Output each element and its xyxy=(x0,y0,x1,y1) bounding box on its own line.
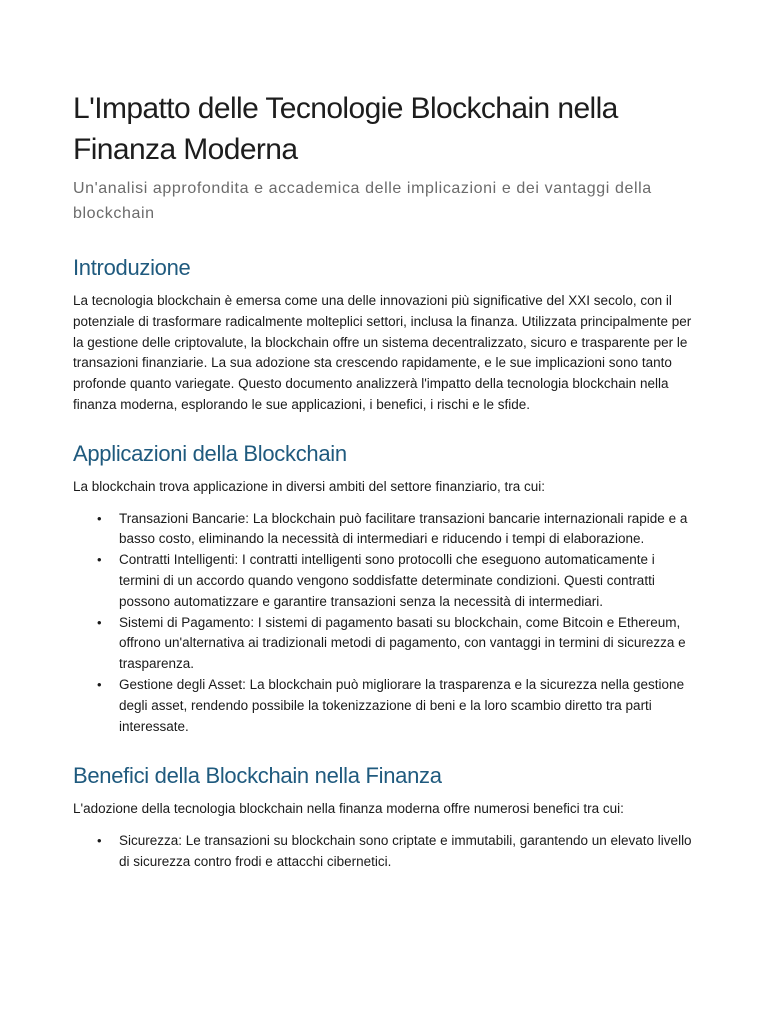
list-item xyxy=(97,509,693,551)
list-item-text: Gestione degli Asset: La blockchain può migliorare la trasparenza e la sicurezza nella gestione degli asset, rendendo possibile la tokenizzazione di beni e la loro scambio diretto tra parti interessate. xyxy=(119,676,685,734)
section-applicazioni xyxy=(73,439,693,738)
list-item-text: Transazioni Bancarie: La blockchain può facilitare transazioni bancarie internazionali rapide e a basso costo, eliminando la necessità di intermediari e riducendo i tempi di elaborazione. xyxy=(119,510,688,547)
section-paragraph: L'adozione della tecnologia blockchain nella finanza moderna offre numerosi benefici tra cui: xyxy=(73,801,624,817)
bullet-list xyxy=(73,509,693,738)
bullet-icon: • xyxy=(97,614,102,630)
bullet-icon: • xyxy=(97,552,102,568)
section-heading: Benefici della Blockchain nella Finanza xyxy=(73,763,442,789)
bullet-list xyxy=(73,831,693,873)
section-heading: Applicazioni della Blockchain xyxy=(73,440,347,466)
section-benefici xyxy=(73,761,693,872)
list-item xyxy=(97,831,693,873)
list-item-text: Sistemi di Pagamento: I sistemi di pagamento basati su blockchain, come Bitcoin e Ethereum, offrono un'alternativa ai tradizionali metodi di pagamento, con vantaggi in termini di sicurezza e trasparenza. xyxy=(119,614,686,672)
bullet-icon: • xyxy=(97,510,102,526)
section-paragraph: La blockchain trova applicazione in diversi ambiti del settore finanziario, tra cui: xyxy=(73,478,545,494)
document-page xyxy=(73,88,693,873)
bullet-icon: • xyxy=(97,833,102,849)
document-subtitle: Un'analisi approfondita e accademica delle implicazioni e dei vantaggi della blockchain xyxy=(73,180,652,222)
section-paragraph: La tecnologia blockchain è emersa come una delle innovazioni più significative del XXI secolo, con il potenziale di trasformare radicalmente molteplici settori, inclusa la finanza. Utilizzata principalmente per la gestione delle criptovalute, la blockchain offre un sistema decentralizzato, sicuro e trasparente per le transazioni finanziarie. La sua adozione sta crescendo rapidamente, e le sue implicazioni sono tanto profonde quanto variegate. Questo documento analizzerà l'impatto della tecnologia blockchain nella finanza moderna, esplorando le sue applicazioni, i benefici, i rischi e le sfide. xyxy=(73,293,692,412)
section-introduzione xyxy=(73,253,693,416)
list-item-text: Sicurezza: Le transazioni su blockchain sono criptate e immutabili, garantendo un elevato livello di sicurezza contro frodi e attacchi cibernetici. xyxy=(119,833,692,869)
list-item xyxy=(97,675,693,737)
document-title: L'Impatto delle Tecnologie Blockchain nella Finanza Moderna xyxy=(73,92,618,166)
bullet-icon: • xyxy=(97,676,102,692)
section-heading: Introduzione xyxy=(73,255,191,280)
list-item-text: Contratti Intelligenti: I contratti intelligenti sono protocolli che eseguono automaticamente i termini di un accordo quando vengono soddisfatte determinate condizioni. Questi contratti possono automatizzare e garantire transazioni senza la necessità di intermediari. xyxy=(119,552,655,609)
list-item xyxy=(97,550,693,612)
list-item xyxy=(97,613,693,675)
